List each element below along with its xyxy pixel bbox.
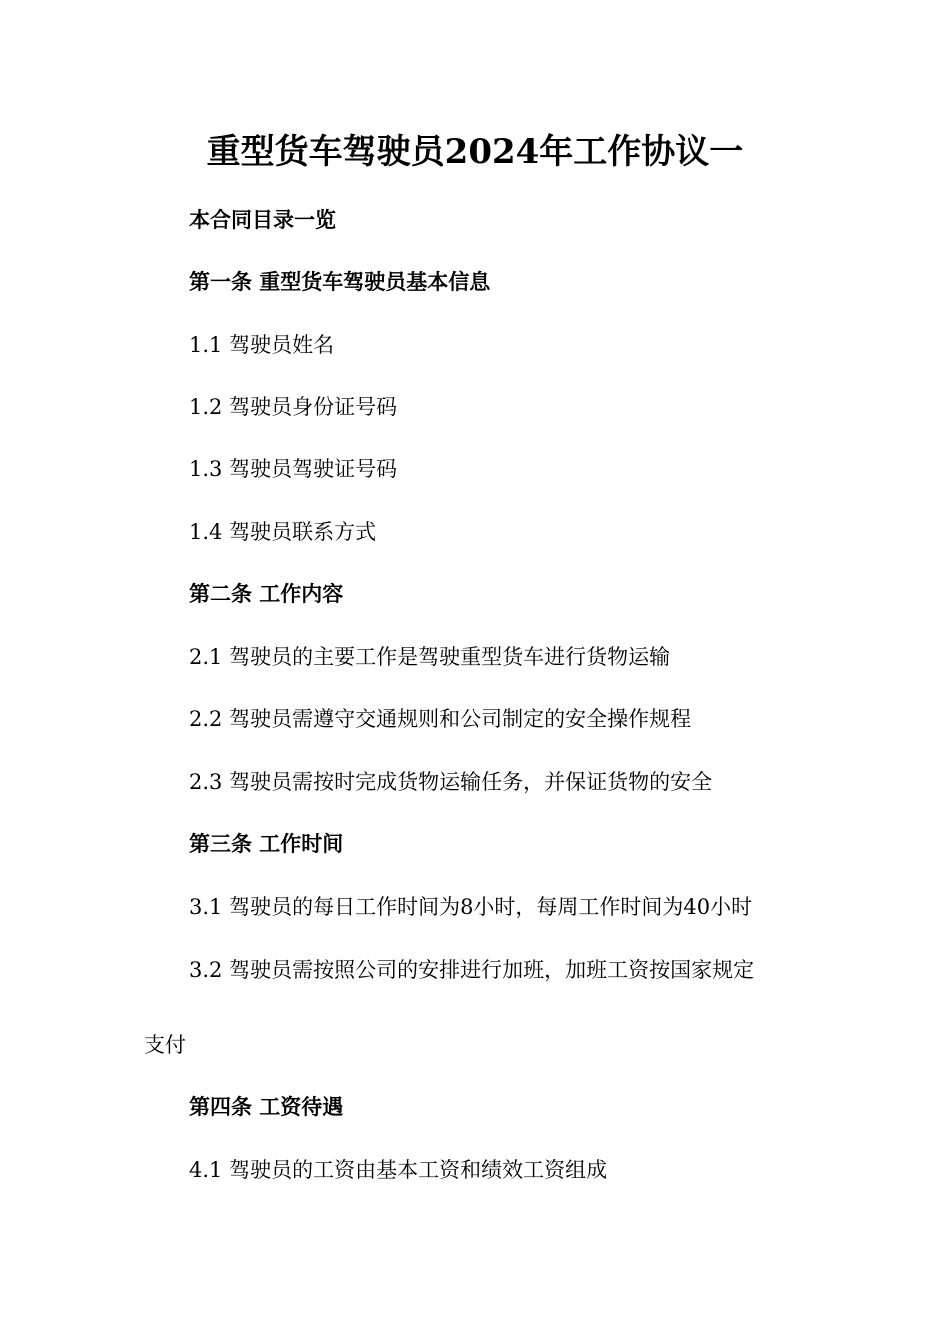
section-4-item: 4.1 驾驶员的工资由基本工资和绩效工资组成 xyxy=(189,1158,608,1182)
toc-heading: 本合同目录一览 xyxy=(189,207,336,232)
section-1-item: 1.1 驾驶员姓名 xyxy=(189,333,335,357)
section-4-heading: 第四条 工资待遇 xyxy=(189,1094,344,1119)
section-1-item: 1.2 驾驶员身份证号码 xyxy=(189,395,398,419)
section-3-item-continuation: 支付 xyxy=(144,1033,186,1057)
section-2-item: 2.3 驾驶员需按时完成货物运输任务，并保证货物的安全 xyxy=(189,770,713,794)
section-2-heading: 第二条 工作内容 xyxy=(189,581,344,606)
section-1-item: 1.3 驾驶员驾驶证号码 xyxy=(189,457,398,481)
section-3-item: 3.2 驾驶员需按照公司的安排进行加班，加班工资按国家规定 xyxy=(189,958,755,982)
section-2-item: 2.1 驾驶员的主要工作是驾驶重型货车进行货物运输 xyxy=(189,645,671,669)
section-2-item: 2.2 驾驶员需遵守交通规则和公司制定的安全操作规程 xyxy=(189,707,692,731)
section-1-item: 1.4 驾驶员联系方式 xyxy=(189,520,377,544)
section-3-heading: 第三条 工作时间 xyxy=(189,831,344,856)
document-title: 重型货车驾驶员2024年工作协议一 xyxy=(206,132,744,172)
section-3-item: 3.1 驾驶员的每日工作时间为8小时，每周工作时间为40小时 xyxy=(189,895,753,919)
section-1-heading: 第一条 重型货车驾驶员基本信息 xyxy=(189,269,491,294)
